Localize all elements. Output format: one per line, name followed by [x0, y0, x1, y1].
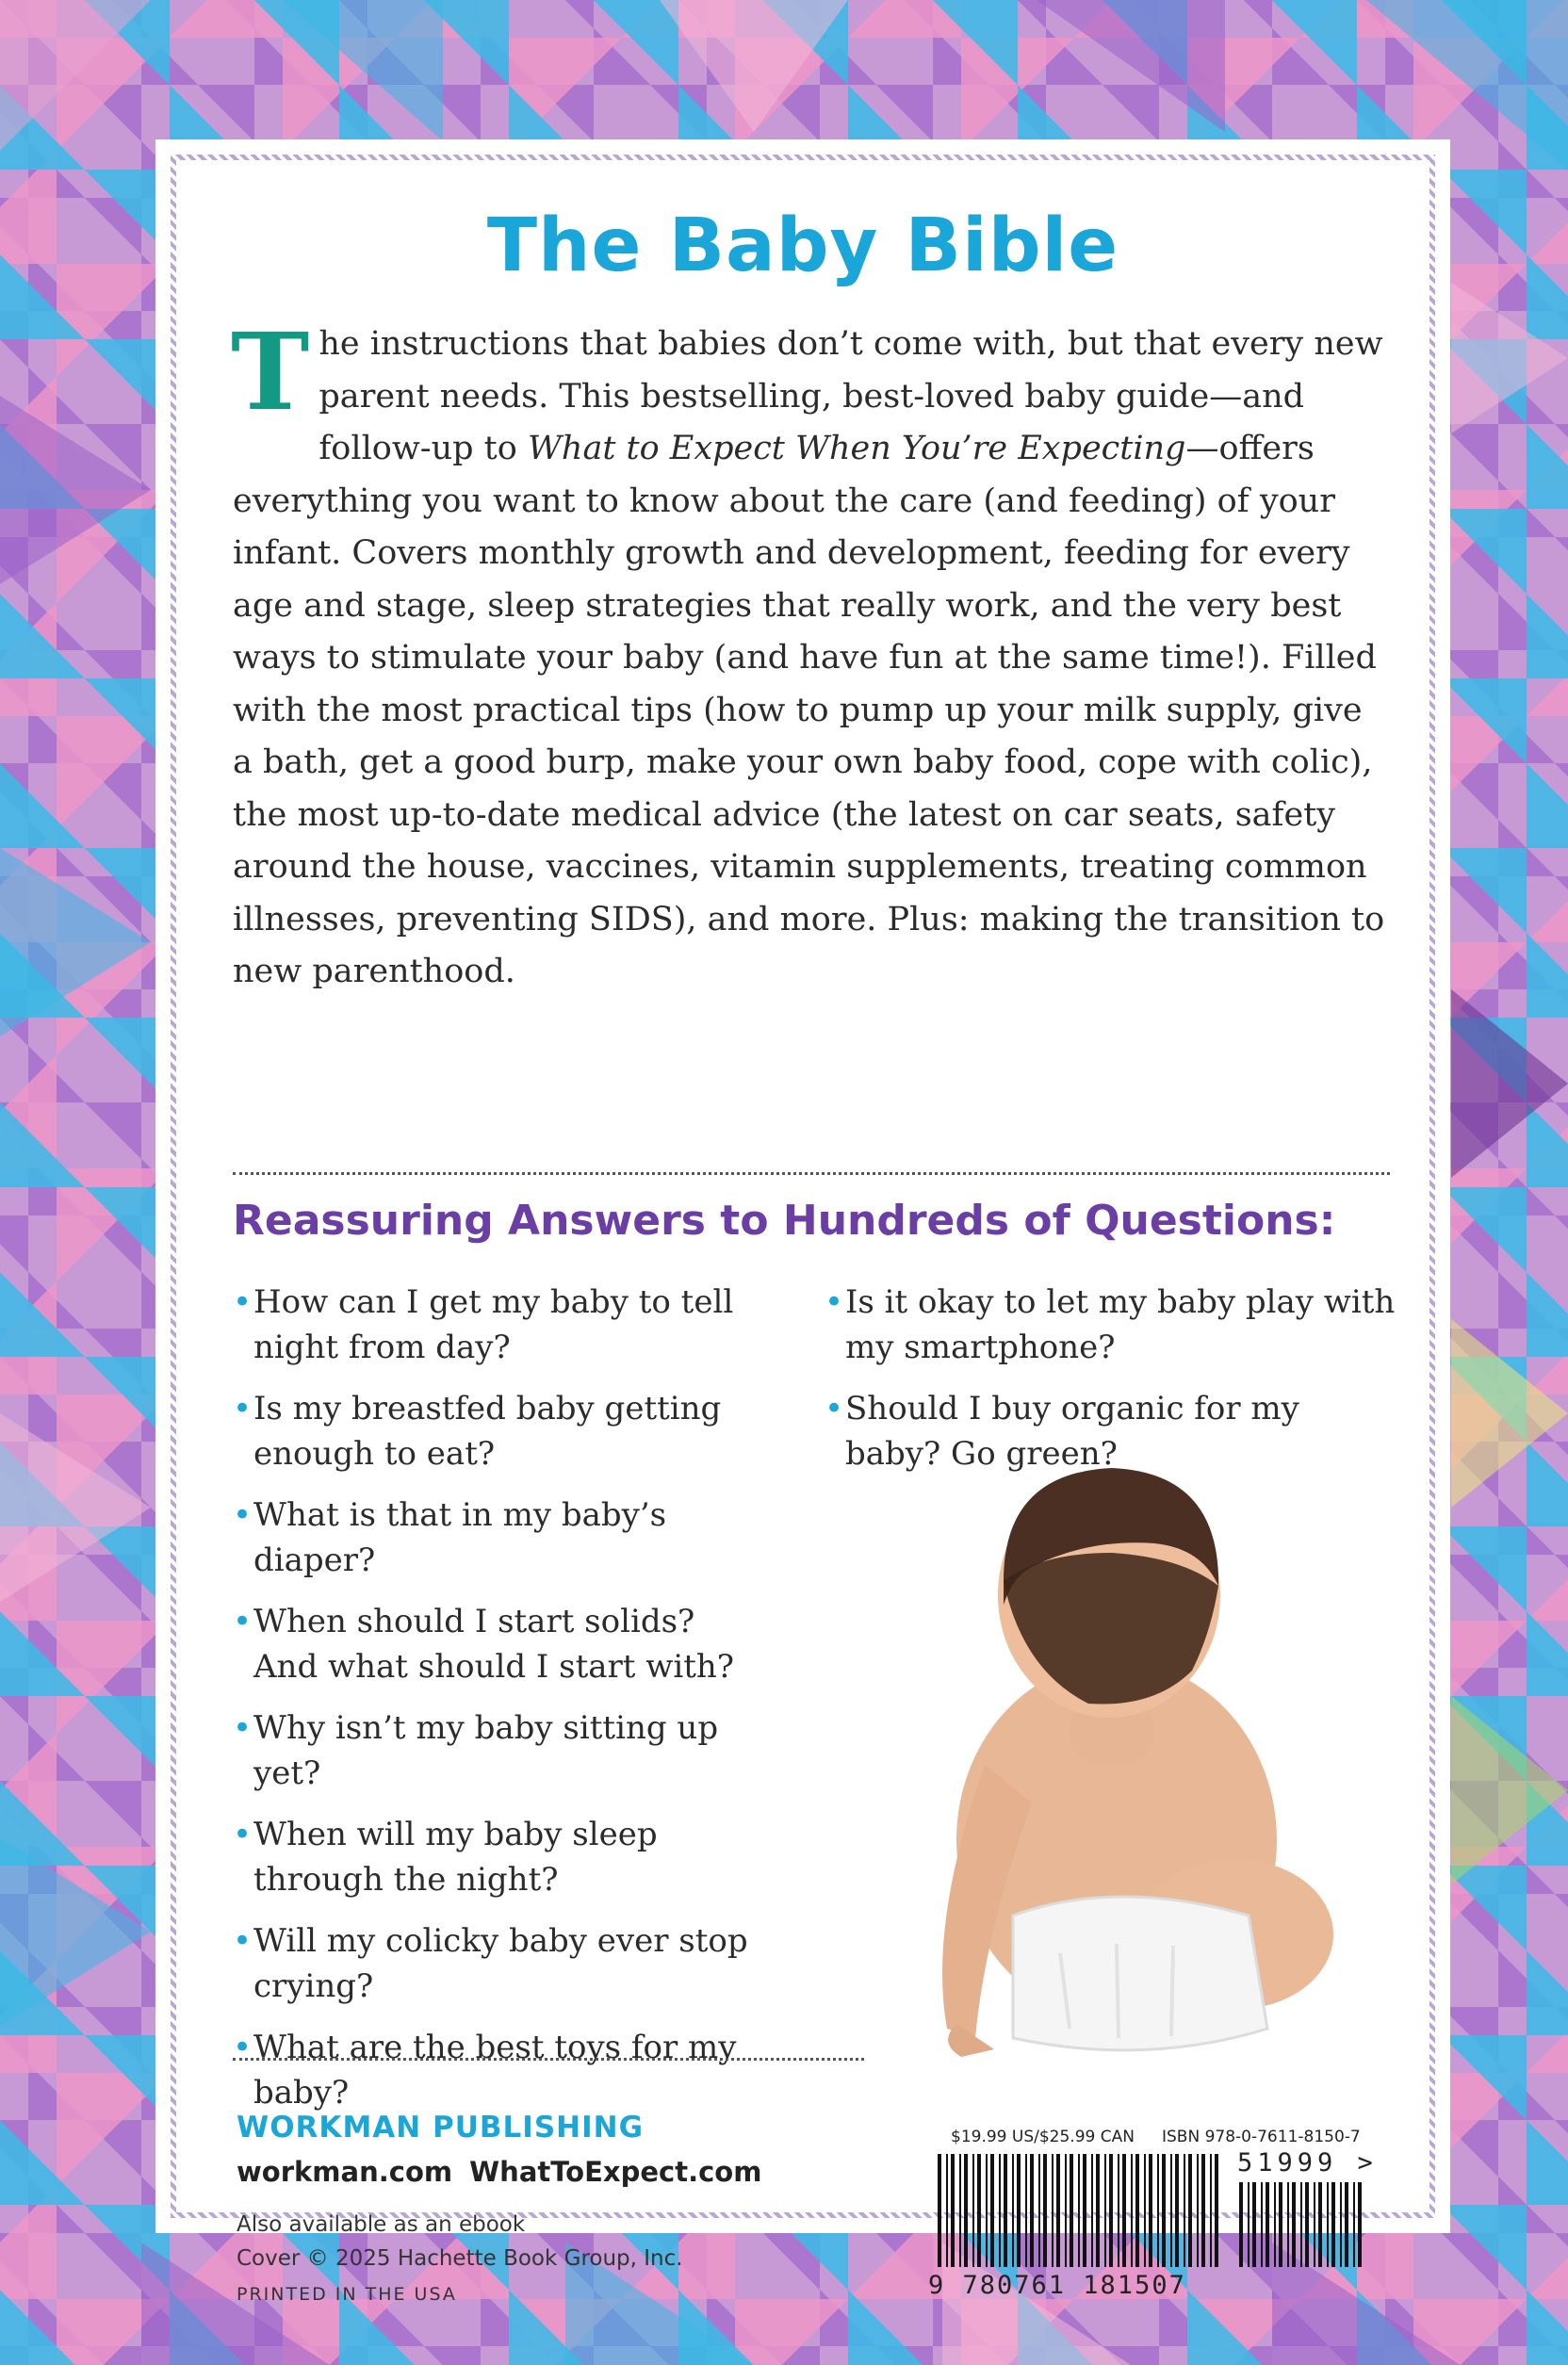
printed-line: PRINTED IN THE USA	[237, 2284, 457, 2305]
list-item: • Why isn’t my baby sitting up yet?	[233, 1705, 760, 1796]
back-cover-panel	[155, 139, 1450, 2305]
barcode-bar	[1149, 2154, 1152, 2267]
barcode-bar	[1052, 2154, 1054, 2267]
barcode-bar	[1109, 2154, 1113, 2267]
barcode-bar	[1340, 2182, 1342, 2267]
barcode-bar	[986, 2154, 988, 2267]
barcode-bar	[1331, 2182, 1335, 2267]
barcode-bar	[1210, 2154, 1212, 2267]
barcode-bar	[951, 2154, 955, 2267]
barcode-bar	[999, 2154, 1001, 2267]
barcode-bar	[1292, 2182, 1296, 2267]
barcode-bar	[1201, 2154, 1205, 2267]
intro-paragraph	[231, 311, 1390, 999]
book-title: The Baby Bible	[486, 204, 1119, 288]
bullet-icon: •	[233, 1709, 253, 1747]
barcode-bar	[1305, 2182, 1309, 2267]
list-item: • When should I start solids? And what should I start with?	[233, 1599, 760, 1689]
questions-list-left	[233, 1280, 760, 2131]
barcode-bar	[1078, 2154, 1080, 2267]
list-item: • What are the best toys for my baby?	[233, 2025, 760, 2115]
list-item: • When will my baby sleep through the night?	[233, 1812, 760, 1902]
divider-bottom	[233, 2058, 864, 2061]
barcode-bar	[1345, 2182, 1348, 2267]
barcode-bar	[1358, 2182, 1362, 2267]
barcode-bar	[972, 2154, 974, 2267]
barcode-bar	[1056, 2154, 1060, 2267]
barcode-bar	[1157, 2154, 1159, 2267]
barcode-bar	[1248, 2182, 1250, 2267]
barcode-bar	[1318, 2182, 1322, 2267]
divider-top	[233, 1172, 1390, 1175]
barcode-bar	[1091, 2154, 1093, 2267]
barcode-bar	[1353, 2182, 1355, 2267]
list-item: • Is my breastfed baby getting enough to eat?	[233, 1386, 760, 1476]
bullet-icon: •	[825, 1390, 844, 1427]
barcode-bar	[1279, 2182, 1282, 2267]
bullet-icon: •	[233, 1283, 253, 1321]
barcode-bar	[1266, 2182, 1269, 2267]
barcode-addon-digits: 51999 >	[1237, 2148, 1378, 2177]
barcode-bar	[1162, 2154, 1166, 2267]
publisher-urls: workman.com WhatToExpect.com	[237, 2156, 762, 2188]
bullet-icon: •	[233, 1816, 253, 1853]
barcode-bar	[1170, 2154, 1172, 2267]
price-label: $19.99 US/$25.99 CAN	[951, 2128, 1135, 2146]
list-item: • Should I buy organic for my baby? Go green?	[825, 1386, 1399, 1476]
barcode-bar	[1184, 2154, 1185, 2267]
barcode-bar	[1135, 2154, 1139, 2267]
publisher-name: WORKMAN PUBLISHING	[237, 2111, 645, 2145]
barcode-bar	[1043, 2154, 1047, 2267]
barcode-bar	[938, 2154, 941, 2267]
barcode-bar	[1025, 2154, 1027, 2267]
list-item: • Is it okay to let my baby play with my smartphone?	[825, 1280, 1399, 1370]
barcode-bar	[1197, 2154, 1199, 2267]
barcode-bar	[977, 2154, 981, 2267]
intro-title-reference: What to Expect When You’re Expecting	[527, 430, 1186, 467]
barcode-digits: 9 780761 181507	[928, 2271, 1186, 2300]
intro-text-1: he instructions that babies don’t come with, but that every new parent needs. This bestselling, best-loved baby guide—and follow-up to	[318, 325, 1383, 467]
barcode-bar	[1096, 2154, 1100, 2267]
barcode-bar	[1070, 2154, 1073, 2267]
list-item: • How can I get my baby to tell night from day?	[233, 1280, 760, 1370]
barcode-bar	[1004, 2154, 1007, 2267]
barcode-bar	[1083, 2154, 1086, 2267]
barcode-bar	[1300, 2182, 1302, 2267]
barcode-bar	[1314, 2182, 1315, 2267]
barcode-bar	[1012, 2154, 1014, 2267]
barcode-bar	[1175, 2154, 1179, 2267]
barcode-bar	[1188, 2154, 1192, 2267]
bullet-icon: •	[233, 1496, 253, 1534]
questions-heading: Reassuring Answers to Hundreds of Questions:	[233, 1197, 1336, 1245]
list-item: • What is that in my baby’s diaper?	[233, 1492, 760, 1583]
baby-photo	[872, 1313, 1380, 2085]
bullet-icon: •	[825, 1283, 844, 1321]
barcode-bar	[1261, 2182, 1263, 2267]
barcode-bar	[1239, 2182, 1243, 2267]
drop-cap: T	[231, 311, 310, 434]
barcode-bar	[1144, 2154, 1146, 2267]
barcode-bar	[1274, 2182, 1276, 2267]
ebook-note: Also available as an ebook	[237, 2212, 526, 2237]
barcode-bar	[1287, 2182, 1289, 2267]
bullet-icon: •	[233, 1390, 253, 1427]
barcode-bar	[1131, 2154, 1133, 2267]
barcode-bar	[946, 2154, 948, 2267]
barcode-bar	[1030, 2154, 1034, 2267]
barcode-bar	[1252, 2182, 1256, 2267]
barcode-bar	[1065, 2154, 1067, 2267]
barcode-bar	[990, 2154, 994, 2267]
barcode-bar	[1017, 2154, 1021, 2267]
bullet-icon: •	[233, 2029, 253, 2066]
barcode-bar	[1104, 2154, 1106, 2267]
barcode-bar	[1118, 2154, 1119, 2267]
barcode-bar	[959, 2154, 961, 2267]
copyright-line: Cover © 2025 Hachette Book Group, Inc.	[237, 2246, 683, 2271]
bullet-icon: •	[233, 1603, 253, 1640]
barcode-bar	[1038, 2154, 1040, 2267]
isbn-label: ISBN 978-0-7611-8150-7	[1162, 2128, 1361, 2146]
barcode-bar	[1327, 2182, 1329, 2267]
barcode-bar	[1122, 2154, 1126, 2267]
list-item: • Will my colicky baby ever stop crying?	[233, 1918, 760, 2009]
barcode-bar	[1215, 2154, 1218, 2267]
intro-text-2: —offers everything you want to know about the care (and feeding) of your infant. Covers monthly growth and development, feeding for every age and stage, sleep strategies that really work, and the very best ways to stimulate your baby (and have fun at the same time!). Filled with the most practical tips (how to pump up your milk supply, give a bath, get a good burp, make your own baby food, cope with colic), the most up-to-date medical advice (the latest on car seats, safety around the house, vaccines, vitamin supplements, treating common illnesses, preventing SIDS), and more. Plus: making the transition to new parenthood.	[233, 430, 1385, 990]
barcode-bar	[964, 2154, 968, 2267]
bullet-icon: •	[233, 1922, 253, 1960]
